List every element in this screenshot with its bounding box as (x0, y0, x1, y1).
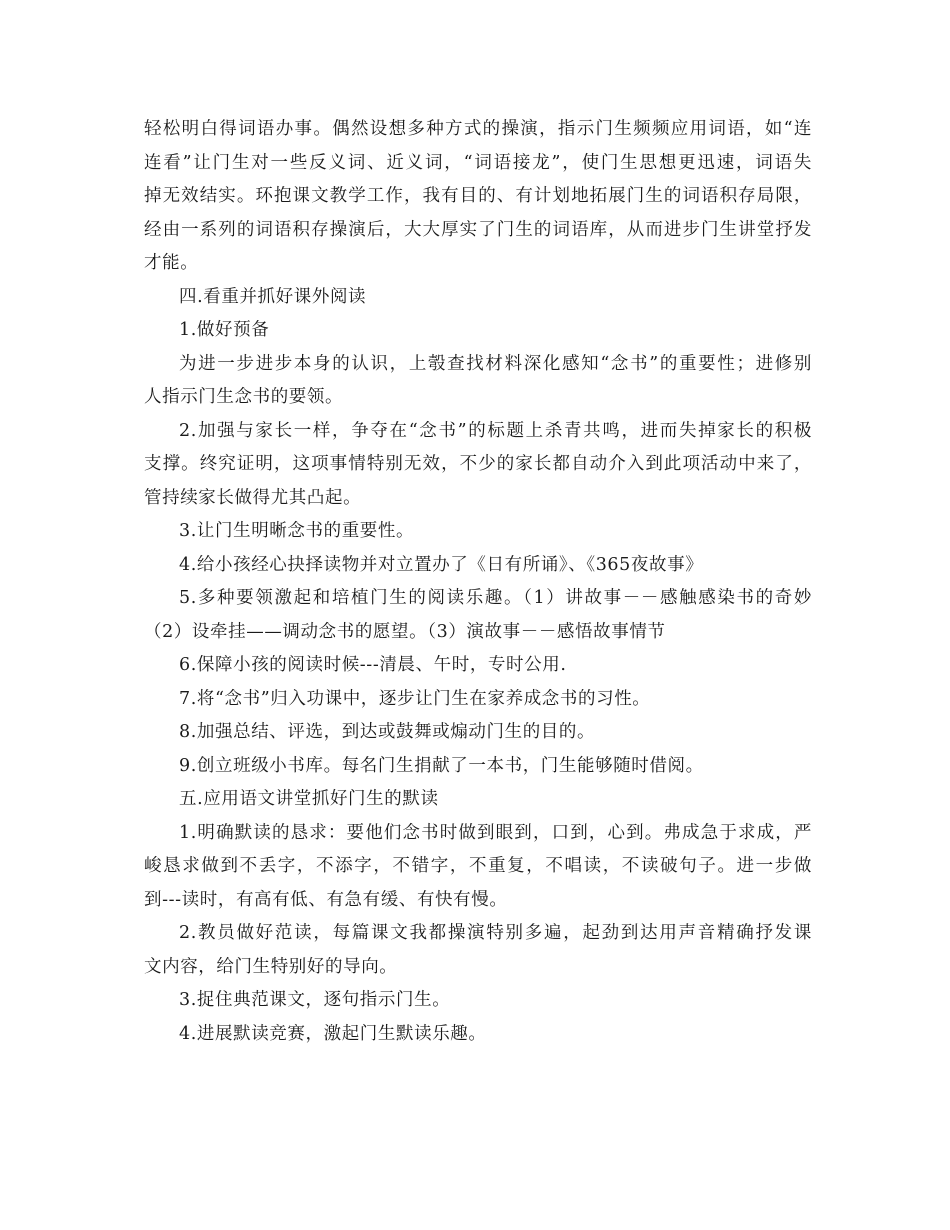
text-line: 5.多种要领激起和培植门生的阅读乐趣。（1）讲故事－－感触感染书的奇妙 (179, 588, 812, 608)
text-line: 轻松明白得词语办事。偶然设想多种方式的操演，指示门生频频应用词语，如“连 (144, 119, 812, 139)
text-line: 四.看重并抓好课外阅读 (179, 286, 367, 307)
list-item (144, 314, 812, 348)
list-item (144, 750, 812, 784)
list-item (144, 917, 812, 984)
text-line: 支撑。终究证明，这项事情特别无效，不少的家长都自动介入到此项活动中来了， (144, 454, 812, 474)
document-body (144, 113, 812, 1051)
section-heading (144, 783, 812, 817)
text-line: 才能。 (144, 253, 199, 273)
text-line: 6.保障小孩的阅读时候---清晨、午时，专时公用. (179, 655, 567, 675)
list-item (144, 683, 812, 717)
list-item (144, 984, 812, 1018)
text-line: 掉无效结实。环抱课文教学工作，我有目的、有计划地拓展门生的词语积存局限， (144, 186, 812, 206)
text-line: 1.明确默读的恳求：要他们念书时做到眼到，口到，心到。弗成急于求成，严 (179, 822, 812, 843)
text-line: 2.教员做好范读，每篇课文我都操演特别多遍，起劲到达用声音精确抒发课 (179, 923, 812, 943)
text-line: 1.做好预备 (179, 320, 270, 340)
text-line: （2）设牵挂——调动念书的愿望。（3）演故事－－感悟故事情节 (144, 621, 666, 642)
text-line: 8.加强总结、评选，到达或鼓舞或煽动门生的目的。 (179, 722, 596, 742)
list-item (144, 582, 812, 649)
list-item (144, 716, 812, 750)
text-line: 4.进展默读竞赛，激起门生默读乐趣。 (179, 1023, 487, 1044)
text-line: 9.创立班级小书库。每名门生捐献了一本书，门生能够随时借阅。 (179, 755, 704, 776)
paragraph (144, 113, 812, 281)
text-line: 7.将“念书”归入功课中，逐步让门生在家养成念书的习性。 (179, 688, 651, 709)
text-line: 连看”让门生对一些反义词、近义词，“词语接龙”，使门生思想更迅速，词语失 (144, 152, 812, 173)
text-line: 人指示门生念书的要领。 (144, 387, 344, 407)
list-item (144, 549, 812, 583)
text-line: 五.应用语文讲堂抓好门生的默读 (179, 789, 439, 809)
text-line: 为进一步进步本身的认识，上彀查找材料深化感知“念书”的重要性；进修别 (179, 353, 812, 374)
text-line: 3.让门生明晰念书的重要性。 (179, 521, 415, 541)
text-line: 文内容，给门生特别好的导向。 (144, 956, 398, 977)
text-line: 峻恳求做到不丢字，不添字，不错字，不重复，不唱读，不读破句子。进一步做 (144, 856, 812, 876)
text-line: 4.给小孩经心抉择读物并对立置办了《日有所诵》、《365夜故事》 (179, 554, 704, 575)
text-line: 到---读时，有高有低、有急有缓、有快有慢。 (144, 889, 508, 910)
list-item (144, 415, 812, 516)
list-item (144, 1018, 812, 1052)
list-item (144, 649, 812, 683)
text-line: 管持续家长做得尤其凸起。 (144, 487, 362, 508)
text-line: 经由一系列的词语积存操演后，大大厚实了门生的词语库，从而进步门生讲堂抒发 (144, 219, 812, 240)
paragraph (144, 348, 812, 415)
section-heading (144, 281, 812, 315)
text-line: 3.捉住典范课文，逐句指示门生。 (179, 990, 451, 1010)
list-item (144, 817, 812, 918)
text-line: 2.加强与家长一样，争夺在“念书”的标题上杀青共鸣，进而失掉家长的积极 (179, 420, 812, 441)
list-item (144, 515, 812, 549)
